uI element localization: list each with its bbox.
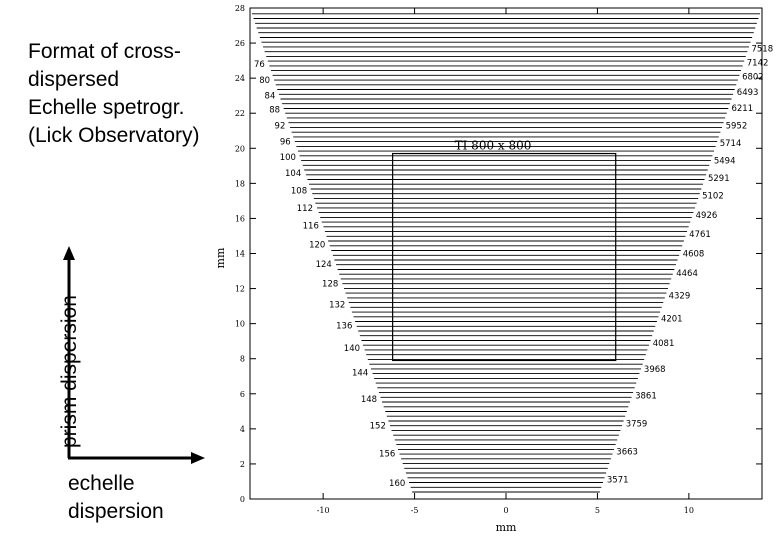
order-label: 124 (315, 260, 332, 271)
order-label: 140 (343, 344, 361, 355)
y-tick-label: 10 (234, 319, 245, 329)
y-tick-label: 28 (234, 4, 245, 13)
order-label: 104 (285, 168, 302, 179)
y-tick-label: 16 (234, 214, 245, 224)
wavelength-label: 6211 (731, 103, 754, 114)
wavelength-label: 5291 (707, 174, 730, 185)
wavelength-label: 4081 (652, 338, 675, 349)
order-label: 144 (352, 368, 369, 379)
y-tick-label: 14 (234, 249, 245, 259)
order-label: 116 (302, 221, 319, 232)
wavelength-label: 4201 (660, 314, 683, 325)
echelle-label-line: echelle (68, 472, 135, 495)
wavelength-label: 4608 (682, 249, 705, 260)
prism-dispersion-label: prism dispersion (58, 295, 81, 448)
wavelength-label: 3861 (635, 391, 657, 402)
order-label: 100 (279, 153, 296, 164)
wavelength-label: 6493 (736, 88, 759, 99)
y-tick-label: 12 (234, 284, 245, 294)
title-line: Echelle spetrogr. (28, 96, 185, 119)
y-tick-label: 24 (234, 74, 245, 84)
order-label: 84 (264, 91, 276, 102)
y-tick-label: 6 (239, 389, 245, 399)
order-label: 120 (309, 240, 326, 251)
wavelength-label: 5494 (713, 156, 736, 167)
order-label: 132 (329, 300, 346, 311)
x-tick-label: 10 (683, 506, 694, 515)
y-tick-label: 8 (239, 354, 245, 364)
wavelength-label: 7518 (751, 44, 774, 55)
y-tick-label: 26 (234, 39, 245, 49)
y-axis-label: mm (214, 247, 227, 269)
order-label: 136 (336, 321, 353, 332)
order-label: 160 (389, 479, 406, 490)
y-tick-label: 0 (239, 495, 245, 504)
y-tick-label: 22 (234, 109, 245, 119)
order-label: 128 (322, 279, 339, 290)
x-tick-label: 0 (503, 506, 509, 515)
x-tick-label: -10 (316, 506, 330, 515)
detector-label: TI 800 x 800 (454, 138, 532, 153)
order-label: 80 (259, 75, 271, 86)
wavelength-label: 3571 (606, 475, 629, 486)
order-label: 96 (279, 137, 291, 148)
title-line: Format of cross- (28, 40, 181, 63)
wavelength-label: 5714 (719, 139, 742, 150)
y-tick-label: 4 (239, 424, 245, 434)
wavelength-label: 3968 (643, 365, 666, 376)
wavelength-label: 6802 (742, 72, 764, 83)
echelle-label-line: dispersion (68, 500, 164, 523)
wavelength-label: 4464 (676, 268, 698, 279)
title-line: (Lick Observatory) (28, 124, 200, 147)
wavelength-label: 3759 (625, 419, 648, 430)
order-label: 76 (253, 60, 265, 71)
wavelength-label: 7142 (746, 58, 769, 69)
wavelength-label: 3663 (616, 447, 638, 458)
order-label: 92 (274, 121, 286, 132)
order-label: 156 (379, 449, 396, 460)
order-label: 148 (360, 395, 378, 406)
wavelength-label: 4761 (689, 230, 711, 241)
order-label: 112 (296, 203, 314, 214)
wavelength-label: 4926 (695, 210, 718, 221)
wavelength-label: 5102 (702, 191, 724, 202)
x-tick-label: -5 (410, 506, 419, 515)
order-label: 108 (290, 186, 308, 197)
wavelength-label: 5952 (725, 121, 748, 132)
title-line: dispersed (28, 68, 120, 91)
y-tick-label: 20 (234, 144, 245, 154)
y-tick-label: 2 (239, 459, 245, 469)
order-label: 88 (269, 105, 281, 116)
x-axis-label: mm (495, 521, 517, 534)
wavelength-label: 4329 (668, 291, 691, 302)
y-tick-label: 18 (234, 179, 245, 189)
x-tick-label: 5 (594, 506, 600, 515)
order-label: 152 (369, 421, 386, 432)
